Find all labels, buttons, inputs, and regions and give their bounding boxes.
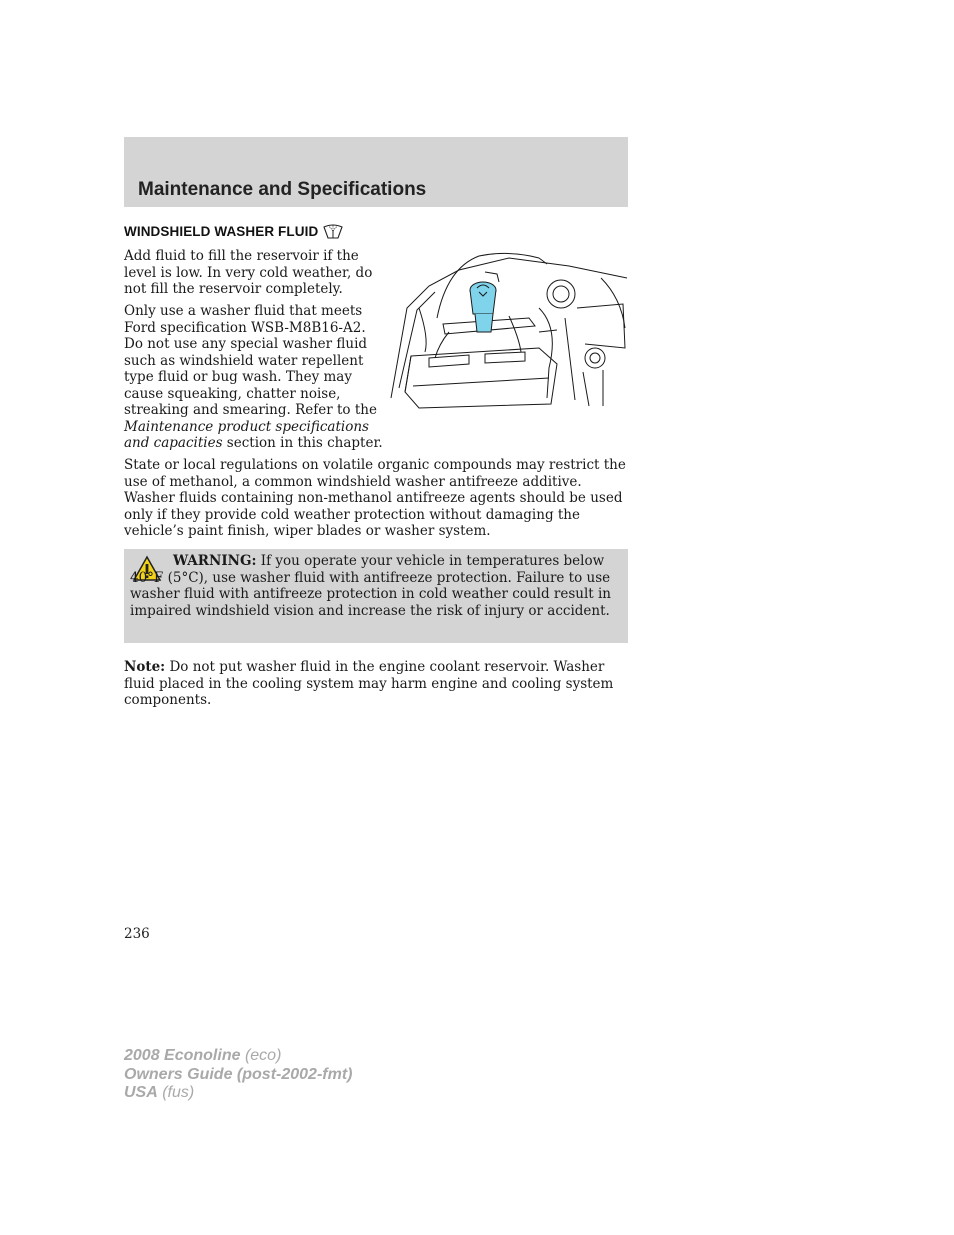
warning-text (130, 553, 616, 619)
section-heading (124, 222, 344, 243)
footer-model: 2008 Econoline (124, 1047, 241, 1064)
footer-guide-type: Owners Guide (post-2002-fmt) (124, 1065, 353, 1083)
page-number: 236 (124, 926, 150, 942)
note-body: Do not put washer fluid in the engine coolant reservoir. Washer fluid placed in the cooling system may harm engine and cooling system components. (124, 659, 614, 708)
footer-market-code: (fus) (157, 1084, 195, 1101)
section-header-band (124, 137, 628, 207)
page-title: Maintenance and Specifications (138, 179, 427, 200)
paragraph-fluid-spec-end: section in this chapter. (222, 435, 383, 451)
note-label: Note: (124, 659, 166, 675)
footer-market: USA (124, 1084, 158, 1101)
warning-box (124, 549, 628, 643)
section-heading-text: WINDSHIELD WASHER FLUID (124, 224, 319, 239)
paragraph-fluid-spec-text: Only use a washer fluid that meets Ford specification WSB-M8B16-A2. Do not use any special washer fluid such as windshield water repellent type fluid or bug wash. They may cause squeaking, chatter noise, streaking and smearing. Refer to the (124, 303, 377, 418)
paragraph-fluid-spec-reference: Maintenance product specifications and capacities (124, 418, 369, 451)
warning-body: If you operate your vehicle in temperatures below 40°F (5°C), use washer fluid with antifreeze protection. Failure to use washer fluid with antifreeze protection in cold weather could result in impaired windshield vision and increase the risk of injury or accident. (130, 553, 611, 619)
washer-reservoir-illustration (389, 248, 629, 410)
footer-model-code: (eco) (240, 1047, 282, 1064)
warning-label: WARNING: (173, 553, 257, 569)
windshield-washer-icon (322, 222, 344, 243)
footer-document-info (124, 1047, 352, 1103)
note-paragraph (124, 659, 628, 709)
paragraph-methanol-regulations: State or local regulations on volatile organic compounds may restrict the use of methanol, a common windshield washer antifreeze additive. Washer fluids containing non-methanol antifreeze agents should be used only if they provide cold weather protection without damaging the vehicle’s paint finish, wiper blades or washer system. (124, 457, 626, 539)
washer-reservoir-cap (470, 282, 496, 332)
paragraph-fill-level: Add fluid to fill the reservoir if the level is low. In very cold weather, do not fill the reservoir completely. (124, 248, 373, 297)
